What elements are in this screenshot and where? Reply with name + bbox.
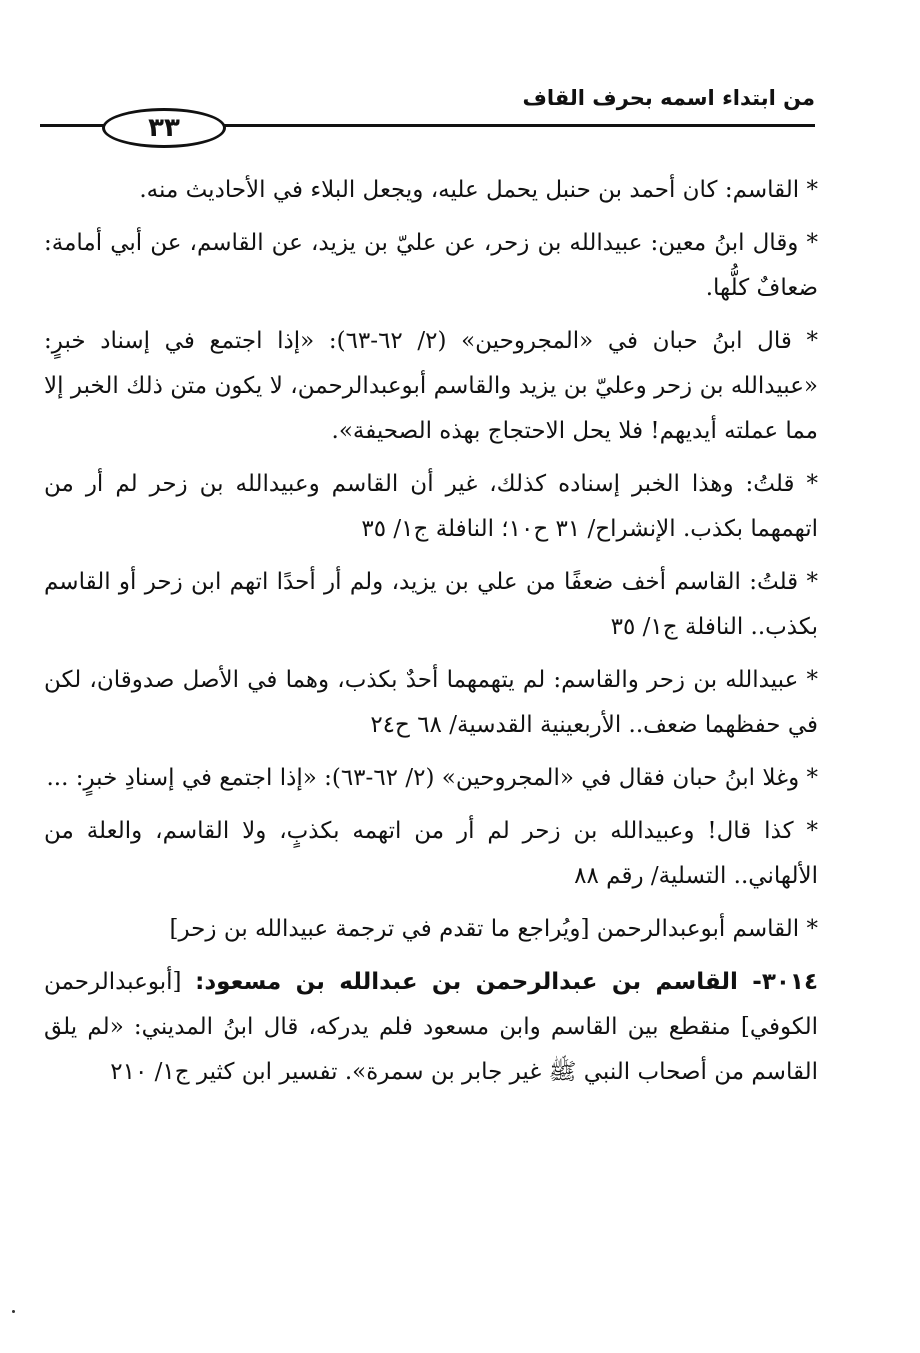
paragraph-5: * قلتُ: القاسم أخف ضعفًا من علي بن يزيد، ولم أر أحدًا اتهم ابن زحر أو القاسم بكذب.. النافلة ج١/ ٣٥ <box>44 569 818 640</box>
page-number-badge: ٣٣ <box>102 108 226 148</box>
paragraph-7: * وغلا ابنُ حبان فقال في «المجروحين» (٢/ ٦٢-٦٣): «إذا اجتمع في إسنادِ خبرٍ: ... <box>46 765 818 791</box>
paragraph-2: * وقال ابنُ معين: عبيدالله بن زحر، عن عليّ بن يزيد، عن القاسم، عن أبي أمامة: ضعافٌ كلُّها. <box>44 230 818 301</box>
page-body <box>44 168 818 1103</box>
scan-speck <box>12 1310 15 1313</box>
paragraph-8: * كذا قال! وعبيدالله بن زحر لم أر من اتهمه بكذبٍ، ولا القاسم، والعلة من الألهاني.. التسلية/ رقم ٨٨ <box>44 818 818 889</box>
paragraph-4: * قلتُ: وهذا الخبر إسناده كذلك، غير أن القاسم وعبيدالله بن زحر لم أر من اتهمهما بكذب. الإنشراح/ ٣١ ح١٠؛ النافلة ج١/ ٣٥ <box>44 471 818 542</box>
page-header <box>40 80 815 143</box>
paragraph-3: * قال ابنُ حبان في «المجروحين» (٢/ ٦٢-٦٣): «إذا اجتمع في إسناد خبرٍ: «عبيدالله بن زحر وعليّ بن يزيد والقاسم أبوعبدالرحمن، لا يكون متن ذلك الخبر إلا مما عملته أيديهم! فلا يحل الاحتجاج بهذه الصحيفة». <box>44 328 818 444</box>
paragraph-1: * القاسم: كان أحمد بن حنبل يحمل عليه، ويجعل البلاء في الأحاديث منه. <box>139 177 818 203</box>
entry-text: [أبوعبدالرحمن الكوفي] منقطع بين القاسم وابن مسعود فلم يدركه، قال ابنُ المديني: «لم يلق القاسم من أصحاب النبي ﷺ غير جابر بن سمرة». تفسير ابن كثير ج١/ ٢١٠ <box>44 969 818 1085</box>
paragraph-9: * القاسم أبوعبدالرحمن [ويُراجع ما تقدم في ترجمة عبيدالله بن زحر] <box>169 916 818 942</box>
entry-3014 <box>44 960 818 1095</box>
running-header-title: من ابتداء اسمه بحرف القاف <box>522 86 815 110</box>
entry-heading: ٣٠١٤- القاسم بن عبدالرحمن بن عبدالله بن مسعود: <box>195 969 818 995</box>
paragraph-6: * عبيدالله بن زحر والقاسم: لم يتهمهما أحدٌ بكذب، وهما في الأصل صدوقان، لكن في حفظهما ضعف.. الأربعينية القدسية/ ٦٨ ح٢٤ <box>44 667 818 738</box>
